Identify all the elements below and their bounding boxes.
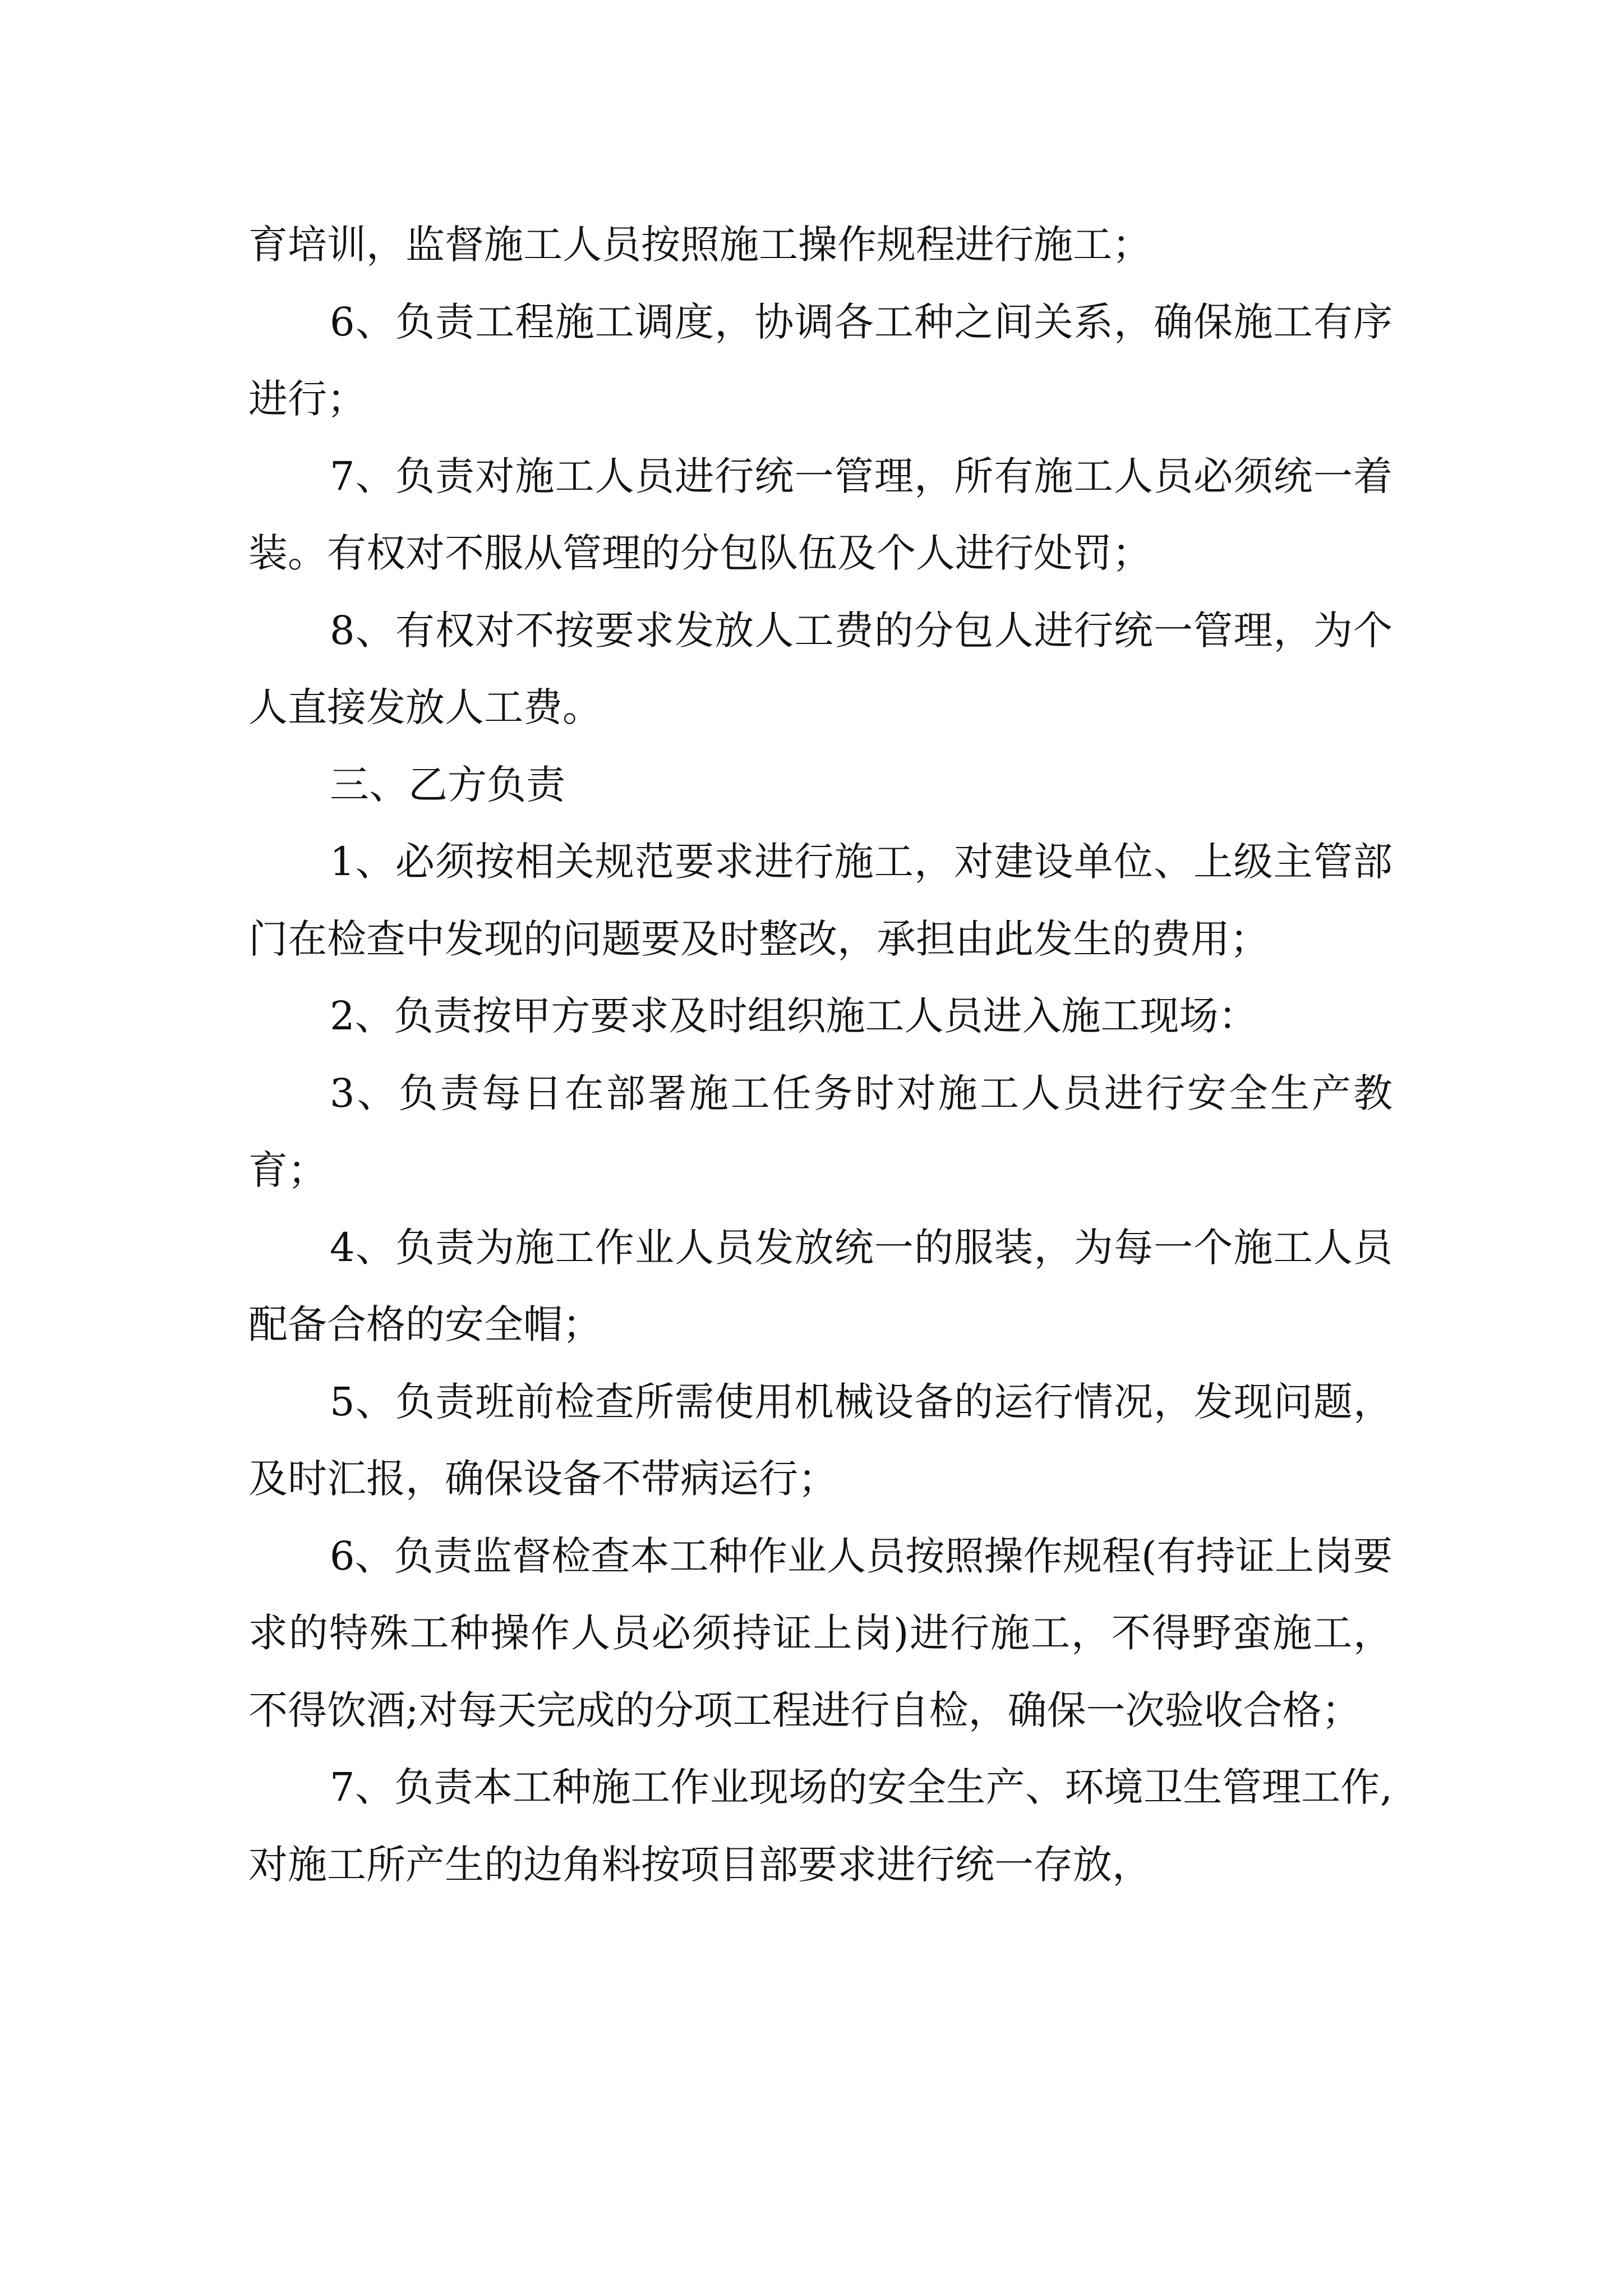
document-body: [248, 206, 1393, 1903]
paragraph-b-item-4: 4、负责为施工作业人员发放统一的服装，为每一个施工人员配备合格的安全帽；: [248, 1224, 1393, 1347]
paragraph-b-item-2: 2、负责按甲方要求及时组织施工人员进入施工现场：: [330, 993, 1258, 1039]
paragraph-b-item-1: 1、必须按相关规范要求进行施工，对建设单位、上级主管部门在检查中发现的问题要及时整改，承担由此发生的费用；: [248, 839, 1393, 962]
paragraph-b-item-3: 3、负责每日在部署施工任务时对施工人员进行安全生产教育；: [248, 1070, 1393, 1193]
section-heading: 三、乙方负责: [330, 761, 565, 808]
paragraph-b-item-7: 7、负责本工种施工作业现场的安全生产、环境卫生管理工作,对施工所产生的边角料按项目部要求进行统一存放，: [248, 1764, 1393, 1888]
paragraph-continuation: 育培训，监督施工人员按照施工操作规程进行施工；: [248, 222, 1151, 268]
paragraph-item-6: 6、负责工程施工调度，协调各工种之间关系，确保施工有序进行；: [248, 298, 1393, 422]
paragraph-item-8: 8、有权对不按要求发放人工费的分包人进行统一管理，为个人直接发放人工费。: [248, 607, 1393, 730]
paragraph-b-item-6: 6、负责监督检查本工种作业人员按照操作规程(有持证上岗要求的特殊工种操作人员必须持证上岗)进行施工，不得野蛮施工，不得饮酒;对每天完成的分项工程进行自检，确保一次验收合格；: [248, 1533, 1393, 1733]
paragraph-b-item-5: 5、负责班前检查所需使用机械设备的运行情况，发现问题，及时汇报，确保设备不带病运行；: [248, 1378, 1393, 1502]
paragraph-item-7: 7、负责对施工人员进行统一管理，所有施工人员必须统一着装。有权对不服从管理的分包队伍及个人进行处罚；: [248, 453, 1393, 576]
